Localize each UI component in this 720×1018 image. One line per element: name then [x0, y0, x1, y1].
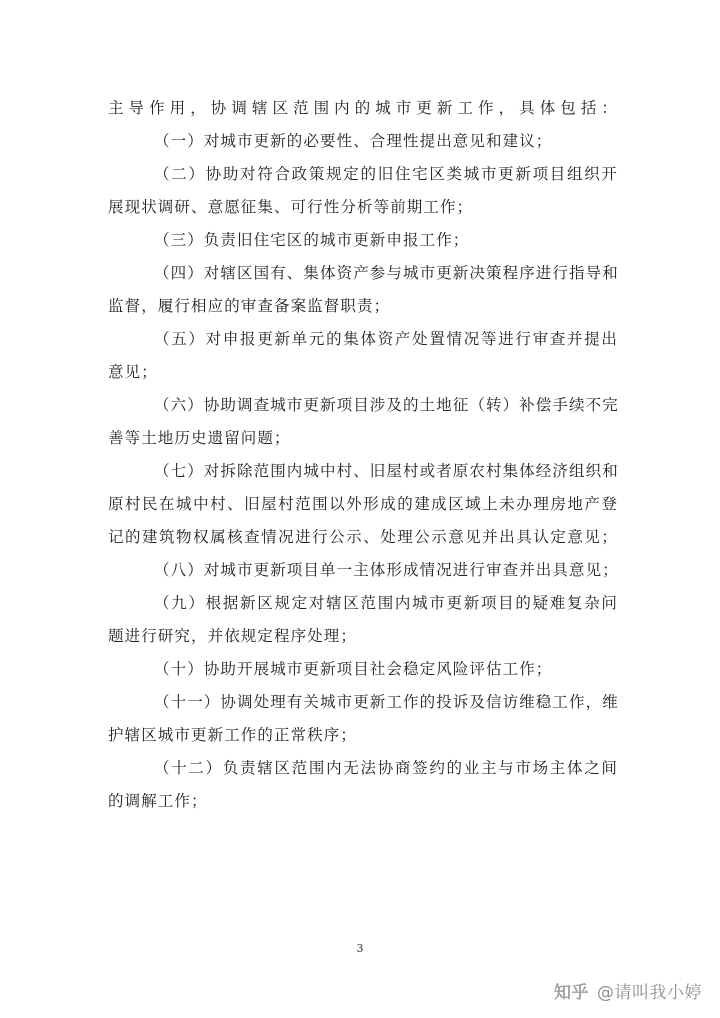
list-item-11: （十一）协调处理有关城市更新工作的投诉及信访维稳工作，维	[154, 693, 619, 711]
list-item-7-cont-1: 原村民在城中村、旧屋村范围以外形成的建成区域上未办理房地产登	[108, 495, 618, 513]
list-item-3: （三）负责旧住宅区的城市更新申报工作；	[154, 231, 470, 249]
watermark	[554, 978, 702, 1003]
list-item-6-cont: 善等土地历史遗留问题；	[108, 429, 291, 447]
list-item-5-cont: 意见；	[108, 363, 158, 381]
list-item-1: （一）对城市更新的必要性、合理性提出意见和建议；	[154, 132, 553, 150]
text-line: 主导作用，协调辖区范围内的城市更新工作，具体包括：	[108, 99, 618, 117]
list-item-6: （六）协助调查城市更新项目涉及的土地征（转）补偿手续不完	[154, 396, 619, 414]
list-item-12-cont: 的调解工作；	[108, 792, 208, 810]
list-item-2-cont: 展现状调研、意愿征集、可行性分析等前期工作；	[108, 198, 474, 216]
list-item-4-cont: 监督，履行相应的审查备案监督职责；	[108, 297, 391, 315]
list-item-12: （十二）负责辖区范围内无法协商签约的业主与市场主体之间	[154, 759, 618, 777]
list-item-8: （八）对城市更新项目单一主体形成情况进行审查并出具意见；	[154, 561, 619, 579]
list-item-2: （二）协助对符合政策规定的旧住宅区类城市更新项目组织开	[154, 165, 618, 183]
list-item-11-cont: 护辖区城市更新工作的正常秩序；	[108, 726, 358, 744]
list-item-9: （九）根据新区规定对辖区范围内城市更新项目的疑难复杂问	[154, 594, 618, 612]
list-item-7-cont-2: 记的建筑物权属核查情况进行公示、处理公示意见并出具认定意见；	[108, 528, 618, 546]
page-number: 3	[356, 942, 364, 955]
list-item-7: （七）对拆除范围内城中村、旧屋村或者原农村集体经济组织和	[154, 462, 619, 480]
list-item-4: （四）对辖区国有、集体资产参与城市更新决策程序进行指导和	[154, 264, 619, 282]
document-body	[108, 92, 618, 818]
list-item-9-cont: 题进行研究，并依规定程序处理；	[108, 627, 358, 645]
list-item-10: （十）协助开展城市更新项目社会稳定风险评估工作；	[154, 660, 553, 678]
watermark-handle: @请叫我小婷	[597, 983, 702, 1003]
watermark-brand: 知乎	[554, 983, 589, 1003]
list-item-5: （五）对申报更新单元的集体资产处置情况等进行审查并提出	[154, 330, 618, 348]
